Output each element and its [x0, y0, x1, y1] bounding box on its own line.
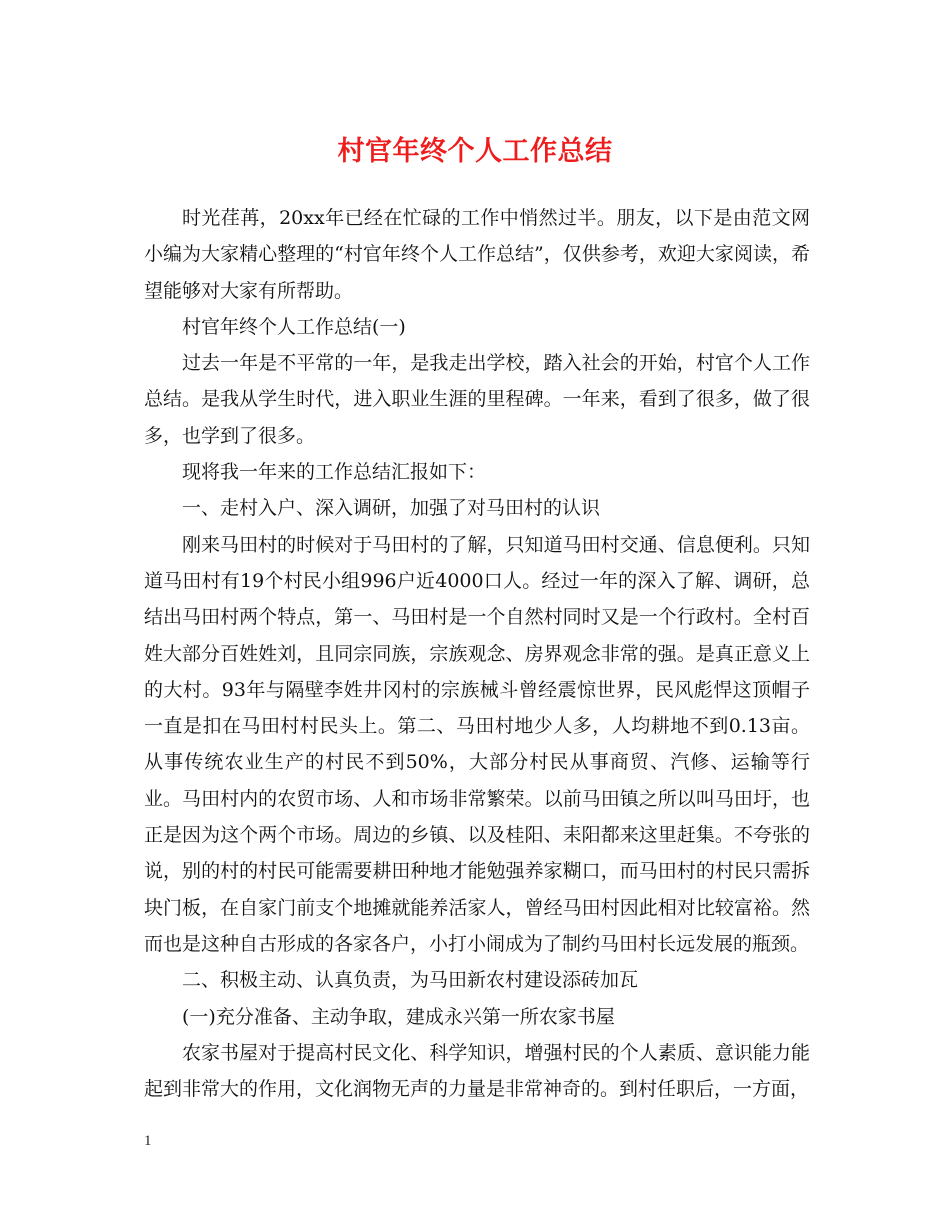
paragraph: 农家书屋对于提高村民文化、科学知识，增强村民的个人素质、意识能力能起到非常大的作用，文化润物无声的力量是非常神奇的。到村任职后，一方面， — [144, 1041, 810, 1101]
paragraph-heading-2: 二、积极主动、认真负责，为马田新农村建设添砖加瓦 — [182, 969, 639, 992]
paragraph-subheading: (一)充分准备、主动争取，建成永兴第一所农家书屋 — [182, 1005, 615, 1028]
paragraph-intro: 时光荏苒，20xx年已经在忙碌的工作中悄然过半。朋友，以下是由范文网小编为大家精心整理的“村官年终个人工作总结”，仅供参考，欢迎大家阅读，希望能够对大家有所帮助。 — [144, 207, 810, 302]
document-body — [144, 200, 810, 1107]
paragraph: 过去一年是不平常的一年，是我走出学校，踏入社会的开始，村官个人工作总结。是我从学生时代，进入职业生涯的里程碑。一年来，看到了很多，做了很多，也学到了很多。 — [144, 352, 810, 447]
paragraph: 现将我一年来的工作总结汇报如下： — [182, 461, 487, 484]
paragraph-heading-1: 一、走村入户、深入调研，加强了对马田村的认识 — [182, 497, 601, 520]
paragraph-section-heading: 村官年终个人工作总结(一) — [182, 315, 406, 338]
page-number: 1 — [144, 1133, 152, 1149]
paragraph: 刚来马田村的时候对于马田村的了解，只知道马田村交通、信息便利。只知道马田村有19个村民小组996户近4000口人。经过一年的深入了解、调研，总结出马田村两个特点，第一、马田村是一个自然村同时又是一个行政村。全村百姓大部分百姓姓刘，且同宗同族，宗族观念、房界观念非常的强。是真正意义上的大村。93年与隔壁李姓井冈村的宗族械斗曾经震惊世界，民风彪悍这顶帽子一直是扣在马田村村民头上。第二、马田村地少人多，人均耕地不到0.13亩。从事传统农业生产的村民不到50%，大部分村民从事商贸、汽修、运输等行业。马田村内的农贸市场、人和市场非常繁荣。以前马田镇之所以叫马田圩，也正是因为这个两个市场。周边的乡镇、以及桂阳、耒阳都来这里赶集。不夸张的说，别的村的村民可能需要耕田种地才能勉强养家糊口，而马田村的村民只需拆块门板，在自家门前支个地摊就能养活家人，曾经马田村因此相对比较富裕。然而也是这种自古形成的各家各户，小打小闹成为了制约马田村长远发展的瓶颈。 — [144, 533, 810, 955]
document-title: 村官年终个人工作总结 — [337, 136, 613, 167]
